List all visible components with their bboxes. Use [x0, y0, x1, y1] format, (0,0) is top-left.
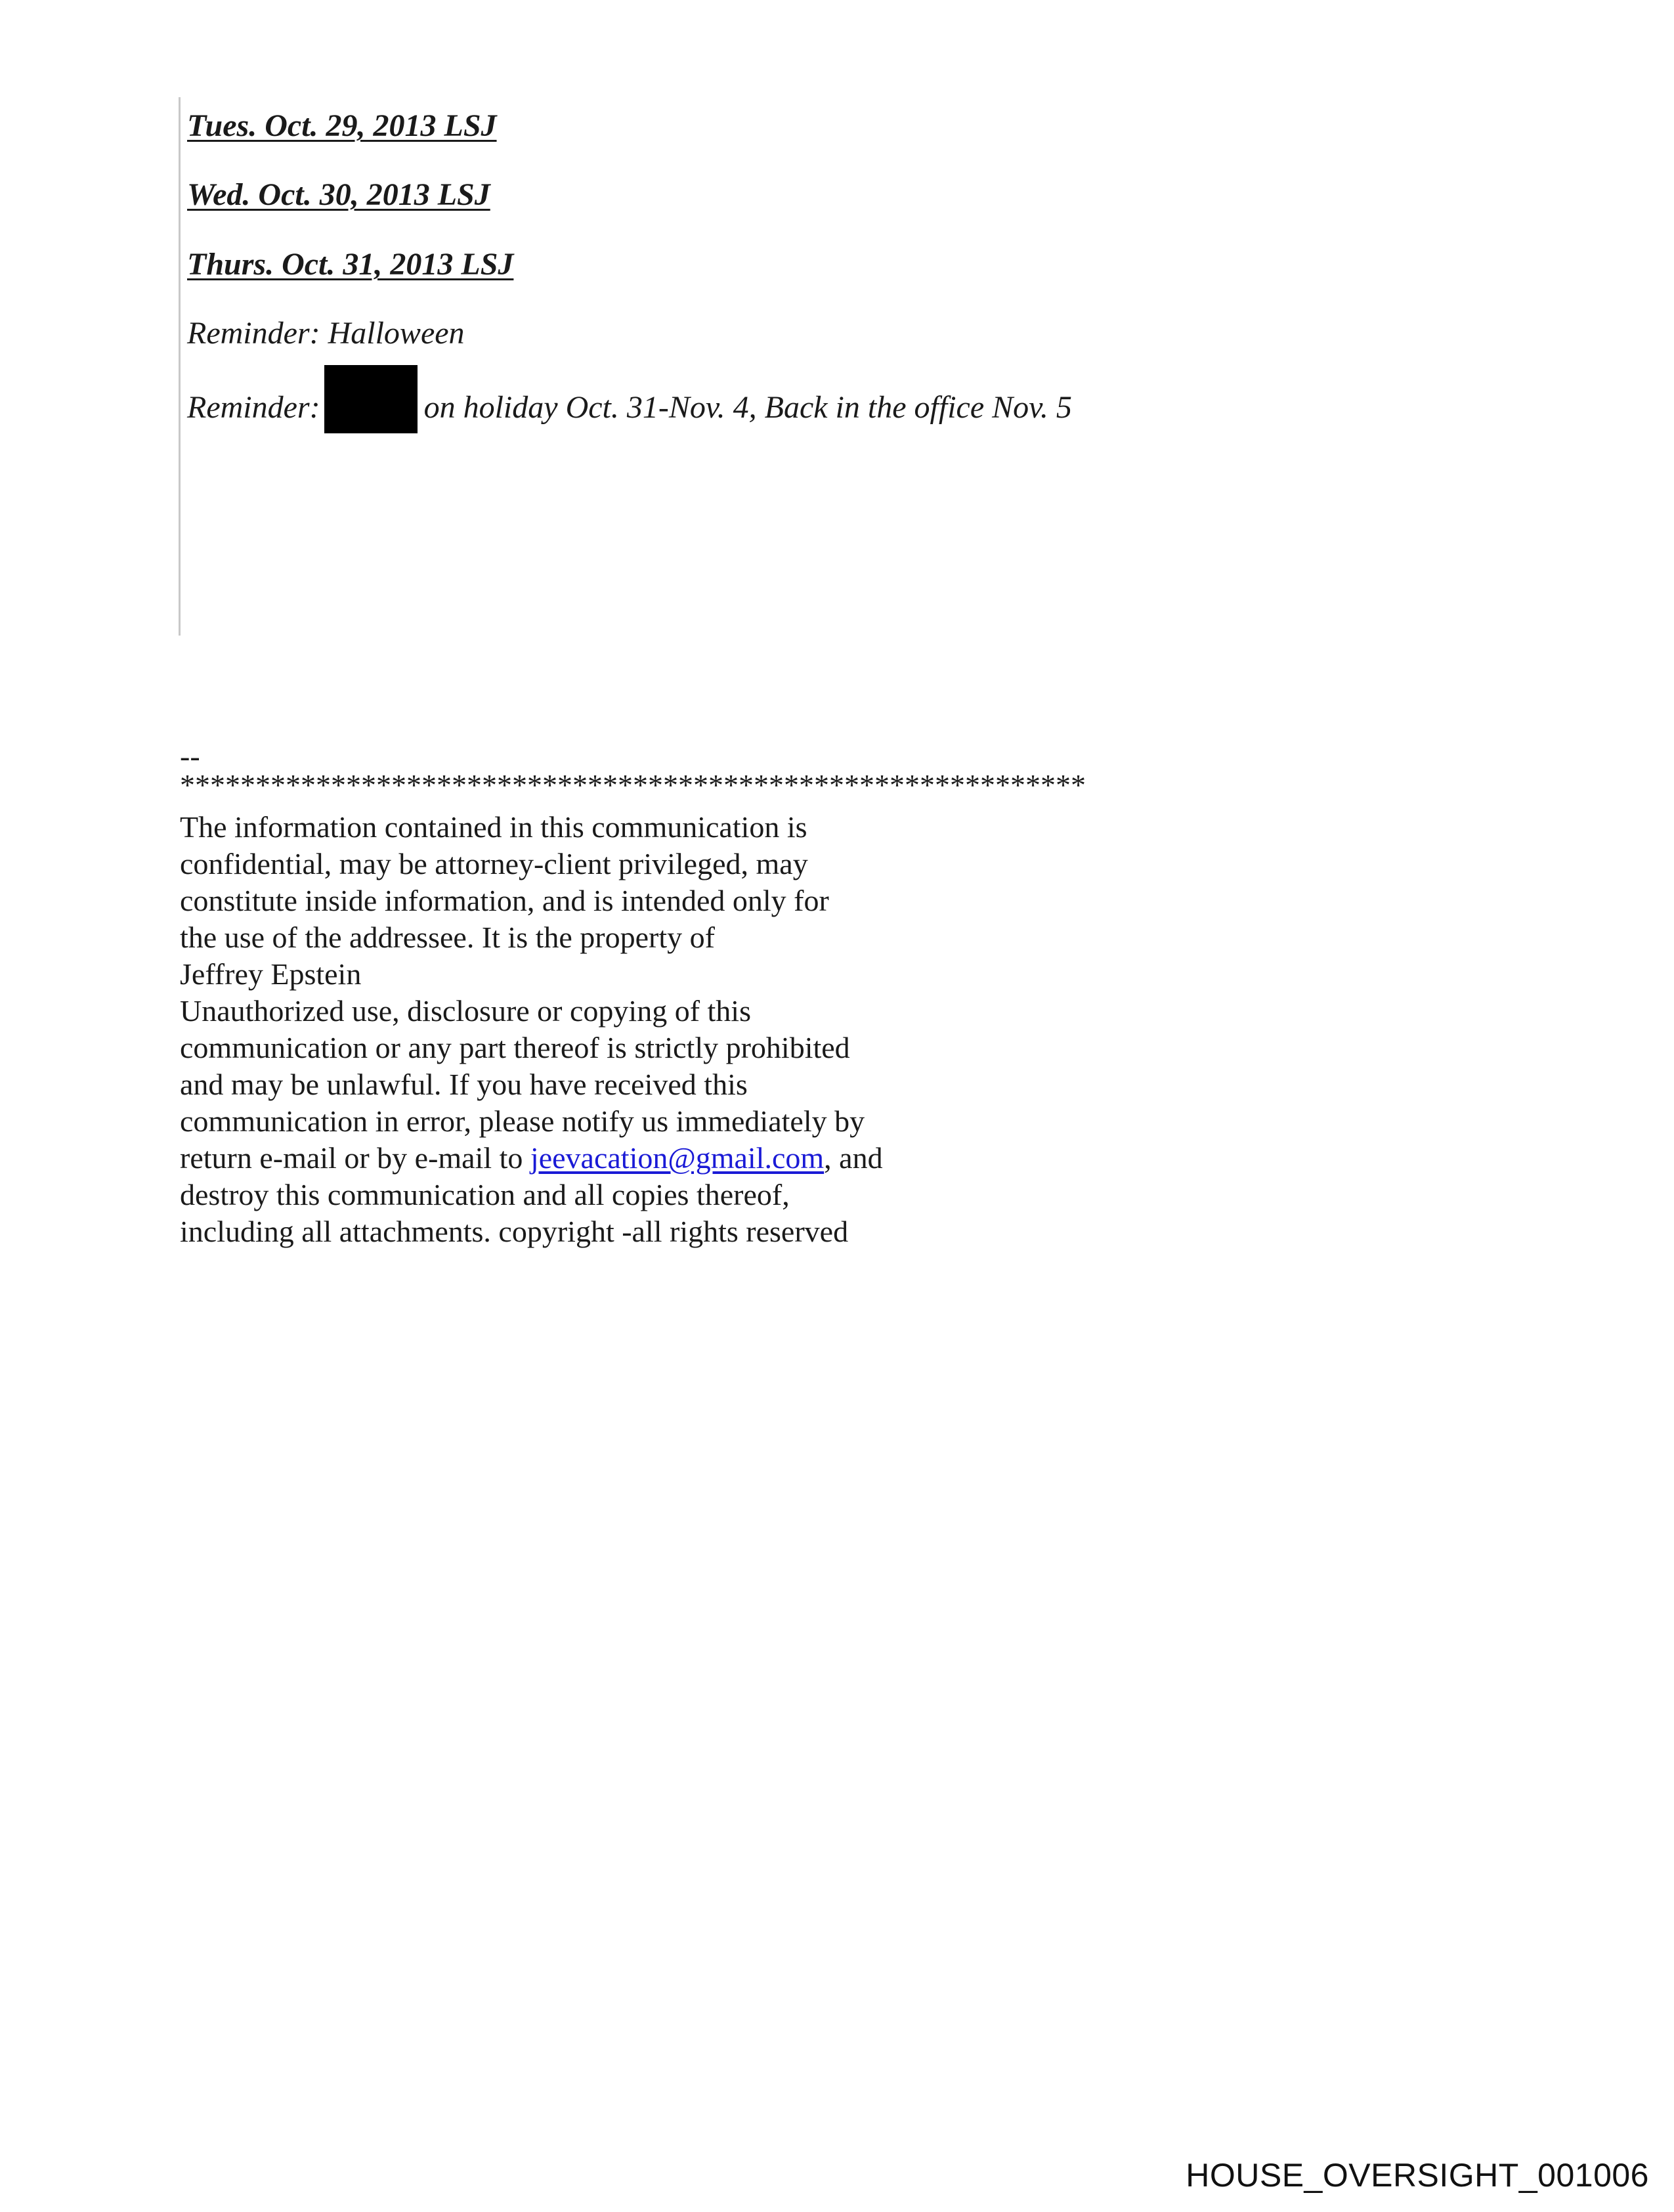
date-line-thurs: Thurs. Oct. 31, 2013 LSJ: [187, 247, 514, 282]
reminder-halloween: Reminder: Halloween: [187, 316, 465, 351]
disclaimer-line: communication in error, please notify us immediately by: [180, 1104, 865, 1138]
quoted-reminder-block: [179, 97, 1297, 636]
disclaimer-line: communication or any part thereof is strictly prohibited: [180, 1031, 850, 1064]
reminder-holiday: [187, 385, 1072, 436]
disclaimer-line: constitute inside information, and is intended only for: [180, 884, 829, 917]
email-link[interactable]: jeevacation@gmail.com: [530, 1141, 825, 1175]
redaction-box: [324, 365, 418, 433]
email-line-prefix: return e-mail or by e-mail to: [180, 1141, 530, 1175]
bates-number: HOUSE_OVERSIGHT_001006: [1186, 2157, 1649, 2194]
disclaimer-line: Unauthorized use, disclosure or copying of this: [180, 994, 751, 1028]
disclaimer-line: destroy this communication and all copies thereof,: [180, 1178, 790, 1211]
disclaimer-line: and may be unlawful. If you have received this: [180, 1068, 748, 1101]
reminder-holiday-suffix: on holiday Oct. 31-Nov. 4, Back in the office Nov. 5: [423, 390, 1072, 425]
disclaimer-line: Jeffrey Epstein: [180, 957, 362, 991]
signature-stars: ************************************************************: [180, 768, 1086, 802]
reminder-holiday-prefix: Reminder:: [187, 390, 320, 425]
confidentiality-disclaimer: [180, 809, 1033, 1250]
email-line-suffix: , and: [824, 1141, 883, 1175]
signature-dashes: --: [180, 739, 200, 773]
disclaimer-line: the use of the addressee. It is the property of: [180, 921, 715, 954]
disclaimer-line: including all attachments. copyright -all rights reserved: [180, 1215, 849, 1248]
date-line-wed: Wed. Oct. 30, 2013 LSJ: [187, 177, 490, 212]
date-line-tues: Tues. Oct. 29, 2013 LSJ: [187, 108, 497, 143]
disclaimer-email-line: [180, 1140, 1033, 1177]
disclaimer-line: confidential, may be attorney-client privileged, may: [180, 847, 808, 880]
disclaimer-line: The information contained in this communication is: [180, 810, 807, 844]
